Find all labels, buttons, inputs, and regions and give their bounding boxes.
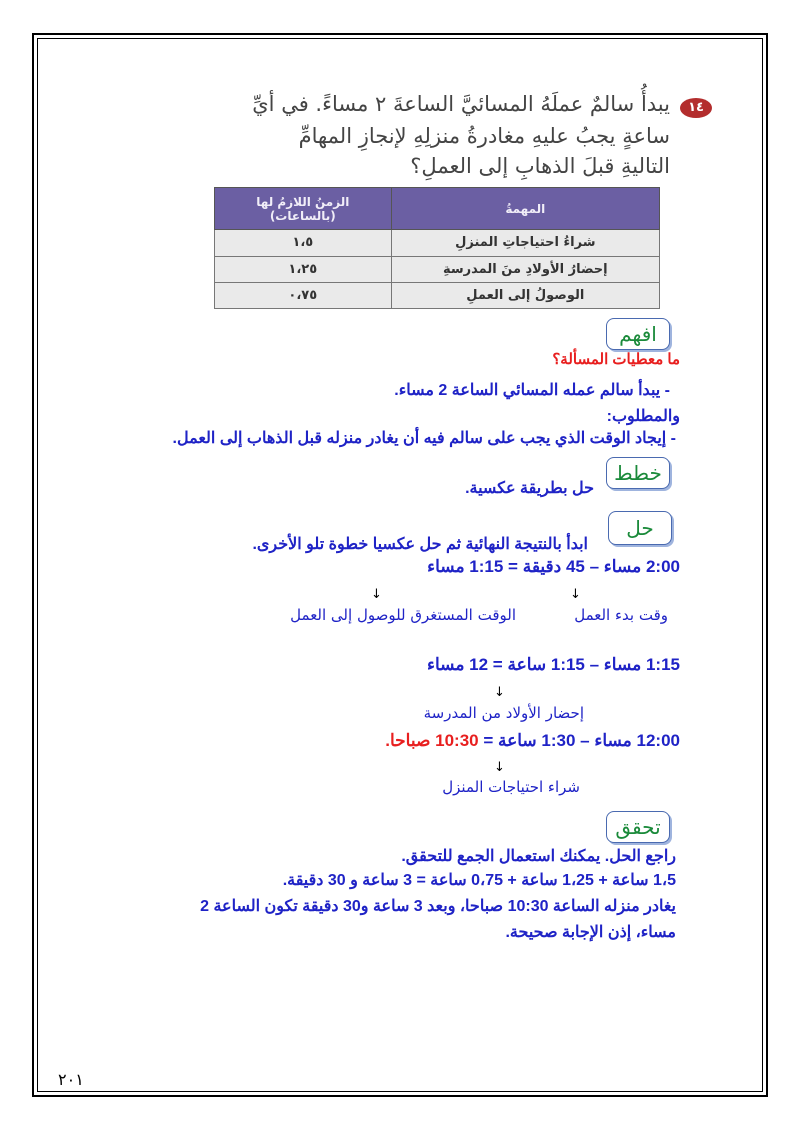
- table-cell-time: ١،٢٥: [215, 256, 392, 282]
- problem-line-1: يبدأُ سالمٌ عملَهُ المسائيَّ الساعةَ ٢ مساءً. في أيِّ: [252, 92, 670, 116]
- tab-check: تحقق: [606, 811, 670, 843]
- header-time-line-1: الزمنُ اللازمُ لها: [256, 194, 350, 209]
- problem-line-3: التاليةِ قبلَ الذهابِ إلى العملِ؟: [410, 154, 670, 178]
- arrow-down-icon: ↓: [494, 760, 505, 775]
- page-number: ٢٠١: [58, 1070, 84, 1089]
- solve-equation-3: [385, 731, 680, 751]
- arrow-down-icon: ↓: [570, 587, 581, 602]
- check-line-4: مساء، إذن الإجابة صحيحة.: [505, 924, 676, 941]
- table-header-time: [215, 188, 392, 230]
- table-header-task: المهمةُ: [391, 188, 659, 230]
- problem-number-badge: ١٤: [680, 98, 712, 118]
- label-work-start: وقت بدء العمل: [574, 606, 668, 624]
- understand-given: - يبدأ سالم عمله المسائي الساعة 2 مساء.: [394, 382, 670, 399]
- table-cell-time: ٠،٧٥: [215, 282, 392, 308]
- solve-equation-1: 2:00 مساء – 45 دقيقة = 1:15 مساء: [427, 557, 680, 576]
- tasks-table: [214, 187, 660, 309]
- check-line-2: 1،5 ساعة + 1،25 ساعة + 0،75 ساعة = 3 ساعة و 30 دقيقة.: [282, 872, 676, 889]
- tab-solve: حل: [608, 511, 672, 545]
- table-cell-time: ١،٥: [215, 230, 392, 256]
- understand-question: ما معطيات المسألة؟: [552, 351, 680, 368]
- understand-required-label: والمطلوب:: [606, 408, 680, 425]
- equation-3-end: .: [385, 731, 390, 750]
- table-row: [215, 256, 660, 282]
- problem-line-2: ساعةٍ يجبُ عليهِ مغادرةُ منزلِهِ لإنجازِ المهامِّ: [298, 124, 670, 148]
- arrow-down-icon: ↓: [371, 587, 382, 602]
- label-travel-time: الوقت المستغرق للوصول إلى العمل: [290, 606, 516, 624]
- tab-understand: افهم: [606, 318, 670, 350]
- understand-required: - إيجاد الوقت الذي يجب على سالم فيه أن يغادر منزله قبل الذهاب إلى العمل.: [172, 430, 676, 447]
- tab-plan: خطط: [606, 457, 670, 489]
- table-cell-task: شراءُ احتياجاتِ المنزلِ: [391, 230, 659, 256]
- solve-intro: ابدأ بالنتيجة النهائية ثم حل عكسيا خطوة تلو الأخرى.: [252, 536, 588, 553]
- table-cell-task: إحضارُ الأولادِ منَ المدرسةِ: [391, 256, 659, 282]
- plan-text: حل بطريقة عكسية.: [465, 480, 594, 497]
- table-row: [215, 282, 660, 308]
- table-row: [215, 230, 660, 256]
- table-cell-task: الوصولُ إلى العملِ: [391, 282, 659, 308]
- arrow-down-icon: ↓: [494, 685, 505, 700]
- final-answer: 10:30 صباحا: [389, 731, 479, 750]
- check-line-3: يغادر منزله الساعة 10:30 صباحا، وبعد 3 ساعة و30 دقيقة تكون الساعة 2: [200, 898, 676, 915]
- label-bring-kids: إحضار الأولاد من المدرسة: [423, 704, 584, 722]
- check-line-1: راجع الحل. يمكنك استعمال الجمع للتحقق.: [401, 848, 676, 865]
- header-time-line-2: (بالساعات): [269, 208, 336, 223]
- solve-equation-2: 1:15 مساء – 1:15 ساعة = 12 مساء: [426, 655, 680, 674]
- label-shopping: شراء احتياجات المنزل: [442, 778, 580, 796]
- equation-3-main: 12:00 مساء – 1:30 ساعة =: [478, 731, 680, 750]
